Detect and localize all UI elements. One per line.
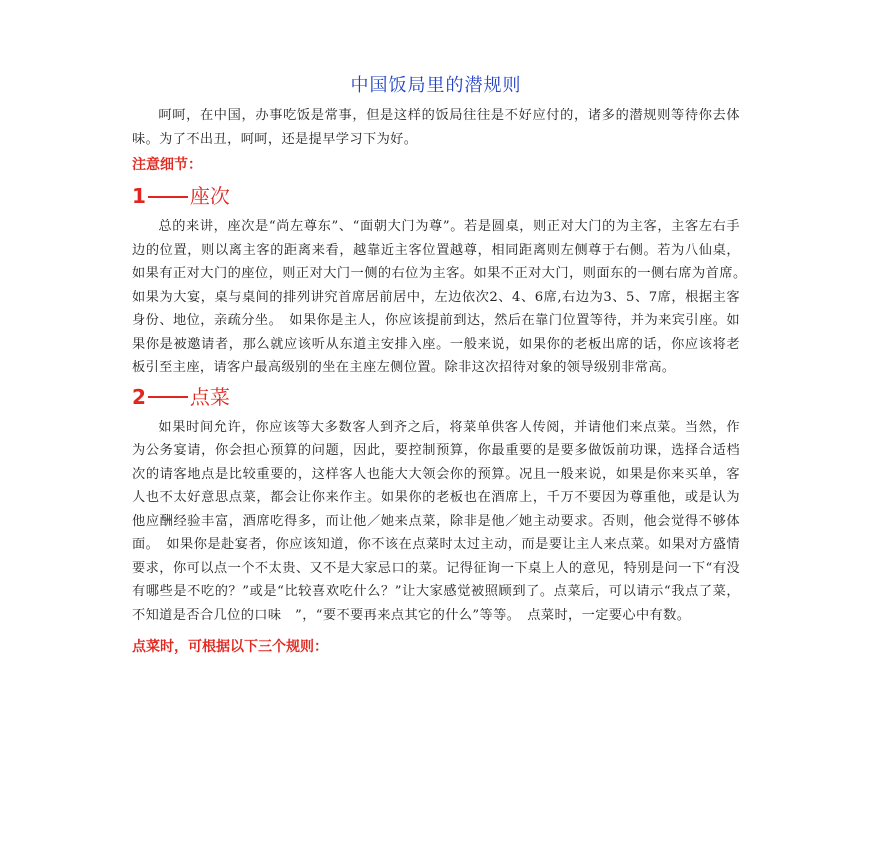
section-paragraph-ordering: 如果时间允许，你应该等大多数客人到齐之后，将菜单供客人传阅，并请他们来点菜。当然，作为公务宴请，你会担心预算的问题，因此，要控制预算，你最重要的是要多做饭前功课，选择合适档次的请客地点是比较重要的，这样客人也能大大领会你的预算。况且一般来说，如果是你来买单，客人也不太好意思点菜，都会让你来作主。如果你的老板也在酒席上，千万不要因为尊重他，或是认为他应酬经验丰富，酒席吃得多，而让他／她来点菜，除非是他／她主动要求。否则，他会觉得不够体面。 如果你是赴宴者，你应该知道，你不该在点菜时太过主动，而是要让主人来点菜。如果对方盛情要求，你可以点一个不太贵、又不是大家忌口的菜。记得征询一下桌上人的意见，特别是问一下“有没有哪些是不吃的？”或是“比较喜欢吃什么？”让大家感觉被照顾到了。点菜后，可以请示“我点了菜，不知道是否合几位的口味 ”，“要不要再来点其它的什么”等等。 点菜时，一定要心中有数。 (132, 419, 740, 623)
note-heading: 注意细节： (132, 157, 202, 173)
document-page (132, 72, 754, 659)
final-heading: 点菜时，可根据以下三个规则： (132, 639, 328, 655)
section-number: 1 (132, 184, 146, 208)
section-title: 点菜 (189, 384, 230, 409)
document-title: 中国饭局里的潜规则 (350, 75, 522, 96)
section-heading-ordering (132, 382, 740, 412)
intro-paragraph: 呵呵，在中国，办事吃饭是常事，但是这样的饭局往往是不好应付的，诸多的潜规则等待你去体味。为了不出丑，呵呵，还是提早学习下为好。 (132, 108, 740, 147)
section-paragraph-seating: 总的来讲，座次是“尚左尊东”、“面朝大门为尊”。若是圆桌，则正对大门的为主客，主客左右手边的位置，则以离主客的距离来看，越靠近主客位置越尊，相同距离则左侧尊于右侧。若为八仙桌，如果有正对大门的座位，则正对大门一侧的右位为主客。如果不正对大门，则面东的一侧右席为首席。 如果为大宴，桌与桌间的排列讲究首席居前居中，左边依次2、4、6席,右边为3、5、7席，根据主客身份、地位，亲疏分坐。 如果你是主人，你应该提前到达，然后在靠门位置等待，并为来宾引座。如果你是被邀请者，那么就应该听从东道主安排入座。一般来说，如果你的老板出席的话，你应该将老板引至主座，请客户最高级别的坐在主座左侧位置。除非这次招待对象的领导级别非常高。 (132, 219, 754, 375)
section-dash (148, 396, 188, 398)
section-title: 座次 (189, 184, 230, 208)
section-dash (148, 196, 188, 198)
section-number: 2 (132, 384, 146, 409)
section-heading-seating (132, 181, 740, 211)
